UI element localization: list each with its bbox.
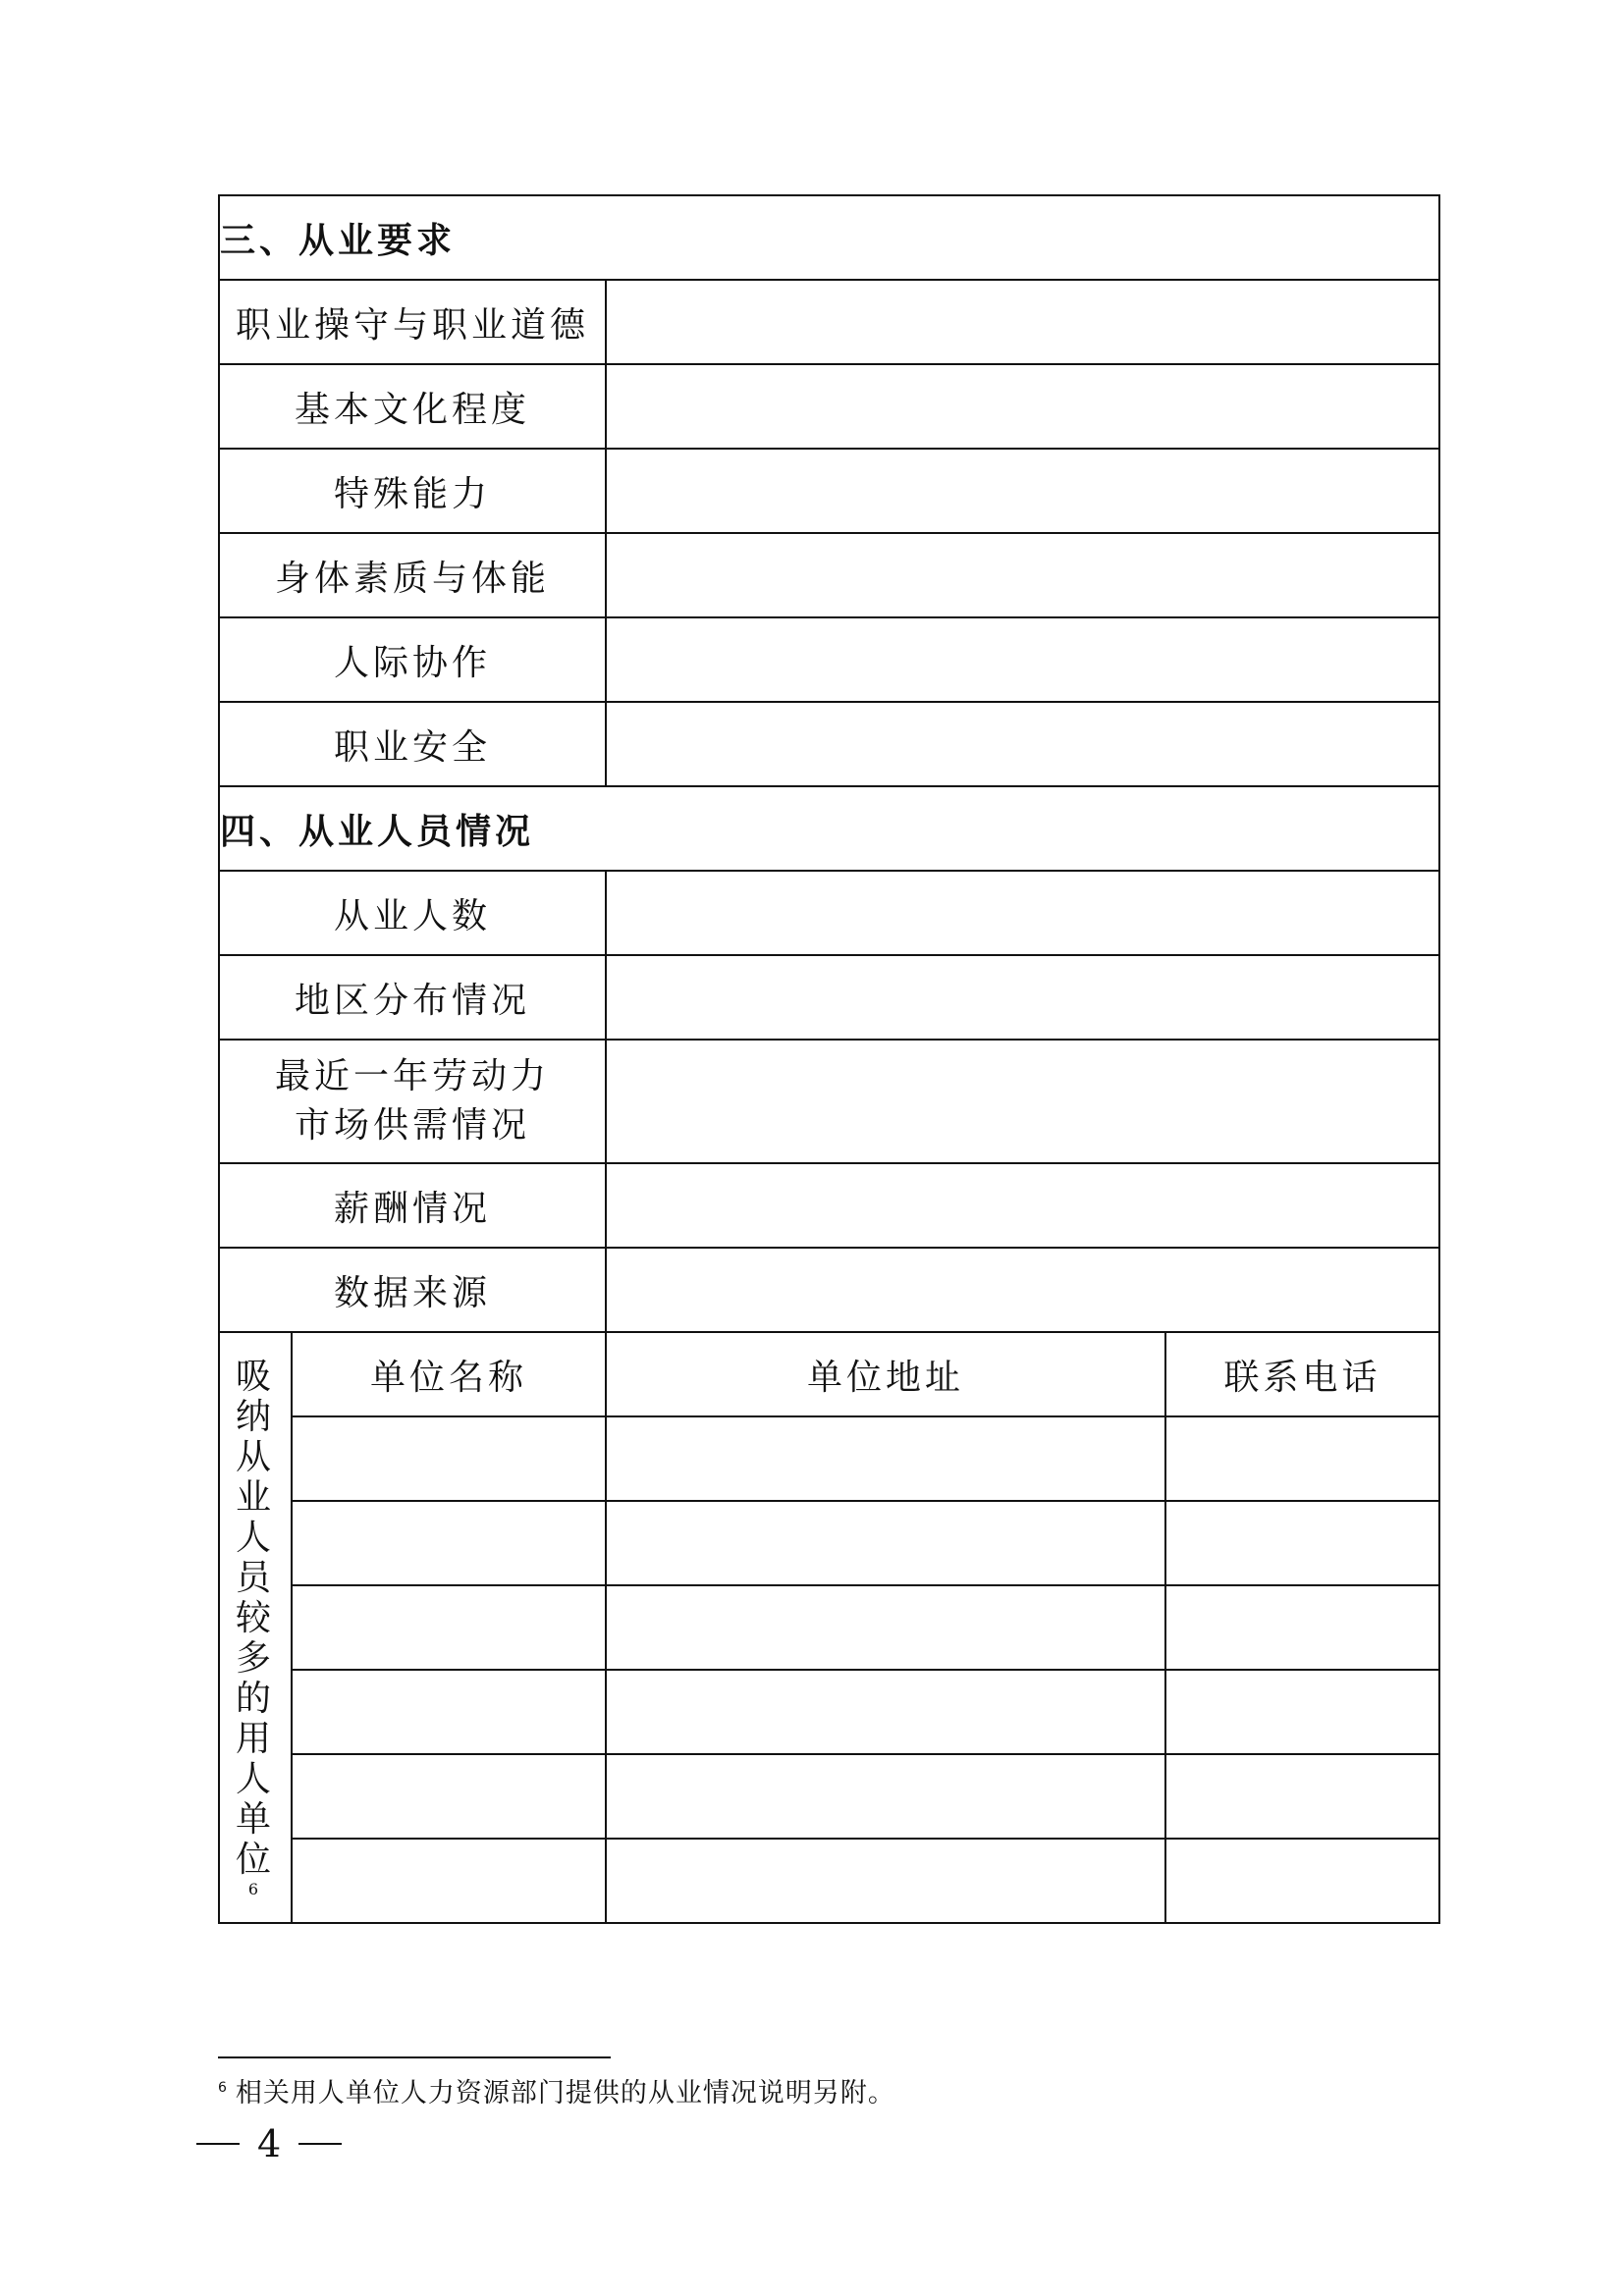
row-value-special-ability[interactable] [606,449,1439,533]
footnote [218,2071,895,2109]
section-title-requirements: 三、从业要求 [219,195,1439,280]
row-label-line: 最近一年劳动力 [274,1056,550,1096]
employer-row [219,1754,1439,1839]
vertical-char: 多 [235,1637,275,1679]
row-value-headcount[interactable] [606,871,1439,955]
form-row [219,533,1439,617]
row-label-distribution: 地区分布情况 [219,955,606,1040]
vertical-char: 业 [235,1476,275,1518]
row-label-physical: 身体素质与体能 [219,533,606,617]
row-value-collaboration[interactable] [606,617,1439,702]
page-number [196,2122,342,2165]
vertical-char: 较 [235,1597,275,1638]
section-header-row [219,786,1439,871]
employer-address-cell[interactable] [606,1839,1165,1923]
vertical-char: 位 [235,1839,275,1880]
col-header-phone: 联系电话 [1165,1332,1439,1416]
employer-phone-cell[interactable] [1165,1501,1439,1585]
vertical-char: 单 [235,1798,275,1840]
vertical-char: 人 [235,1758,275,1799]
vertical-char: 员 [235,1557,275,1598]
row-label-special-ability: 特殊能力 [219,449,606,533]
employer-row [219,1416,1439,1501]
row-value-education[interactable] [606,364,1439,449]
row-label-safety: 职业安全 [219,702,606,786]
row-value-salary[interactable] [606,1163,1439,1248]
employer-phone-cell[interactable] [1165,1585,1439,1670]
employer-phone-cell[interactable] [1165,1754,1439,1839]
employer-address-cell[interactable] [606,1501,1165,1585]
vertical-char: 从 [235,1436,275,1477]
row-value-physical[interactable] [606,533,1439,617]
employer-address-cell[interactable] [606,1670,1165,1754]
col-header-address: 单位地址 [606,1332,1165,1416]
employer-header-row [219,1332,1439,1416]
vertical-char: 吸 [235,1356,275,1397]
employer-row [219,1839,1439,1923]
form-row [219,871,1439,955]
footnote-mark: 6 [247,1879,263,1898]
section-title-workforce: 四、从业人员情况 [219,786,1439,871]
employer-address-cell[interactable] [606,1754,1165,1839]
form-row [219,1040,1439,1163]
employers-vertical-label [219,1332,292,1923]
form-row [219,1163,1439,1248]
row-label-education: 基本文化程度 [219,364,606,449]
row-label-salary: 薪酬情况 [219,1163,606,1248]
employer-address-cell[interactable] [606,1416,1165,1501]
row-value-distribution[interactable] [606,955,1439,1040]
employer-name-cell[interactable] [292,1670,606,1754]
vertical-char: 用 [235,1718,275,1759]
row-value-ethics[interactable] [606,280,1439,364]
vertical-char: 人 [235,1517,275,1558]
vertical-char: 纳 [235,1396,275,1437]
form-row [219,955,1439,1040]
employer-name-cell[interactable] [292,1585,606,1670]
row-value-safety[interactable] [606,702,1439,786]
col-header-name: 单位名称 [292,1332,606,1416]
row-label-data-source: 数据来源 [219,1248,606,1332]
footnote-divider [218,2056,611,2058]
employer-row [219,1501,1439,1585]
row-value-data-source[interactable] [606,1248,1439,1332]
vertical-char: 的 [235,1678,275,1719]
footnote-text: 相关用人单位人力资源部门提供的从业情况说明另附。 [235,2078,895,2109]
form-row [219,617,1439,702]
employer-address-cell[interactable] [606,1585,1165,1670]
form-row [219,1248,1439,1332]
section-header-row [219,195,1439,280]
employer-phone-cell[interactable] [1165,1416,1439,1501]
row-label-line: 市场供需情况 [294,1105,530,1146]
page-number-dash-right [298,2143,342,2145]
row-label-supply-demand [219,1040,606,1163]
form-row [219,702,1439,786]
employer-name-cell[interactable] [292,1754,606,1839]
form-row [219,364,1439,449]
row-label-ethics: 职业操守与职业道德 [219,280,606,364]
employer-row [219,1585,1439,1670]
occupation-form-table [218,194,1440,1924]
row-label-collaboration: 人际协作 [219,617,606,702]
employer-phone-cell[interactable] [1165,1839,1439,1923]
form-row [219,449,1439,533]
row-value-supply-demand[interactable] [606,1040,1439,1163]
employer-name-cell[interactable] [292,1839,606,1923]
page-number-dash-left [196,2143,240,2145]
employer-row [219,1670,1439,1754]
page-number-value: 4 [257,2122,282,2165]
employer-name-cell[interactable] [292,1416,606,1501]
form-row [219,280,1439,364]
footnote-number: 6 [218,2080,228,2096]
employer-name-cell[interactable] [292,1501,606,1585]
employer-phone-cell[interactable] [1165,1670,1439,1754]
row-label-headcount: 从业人数 [219,871,606,955]
